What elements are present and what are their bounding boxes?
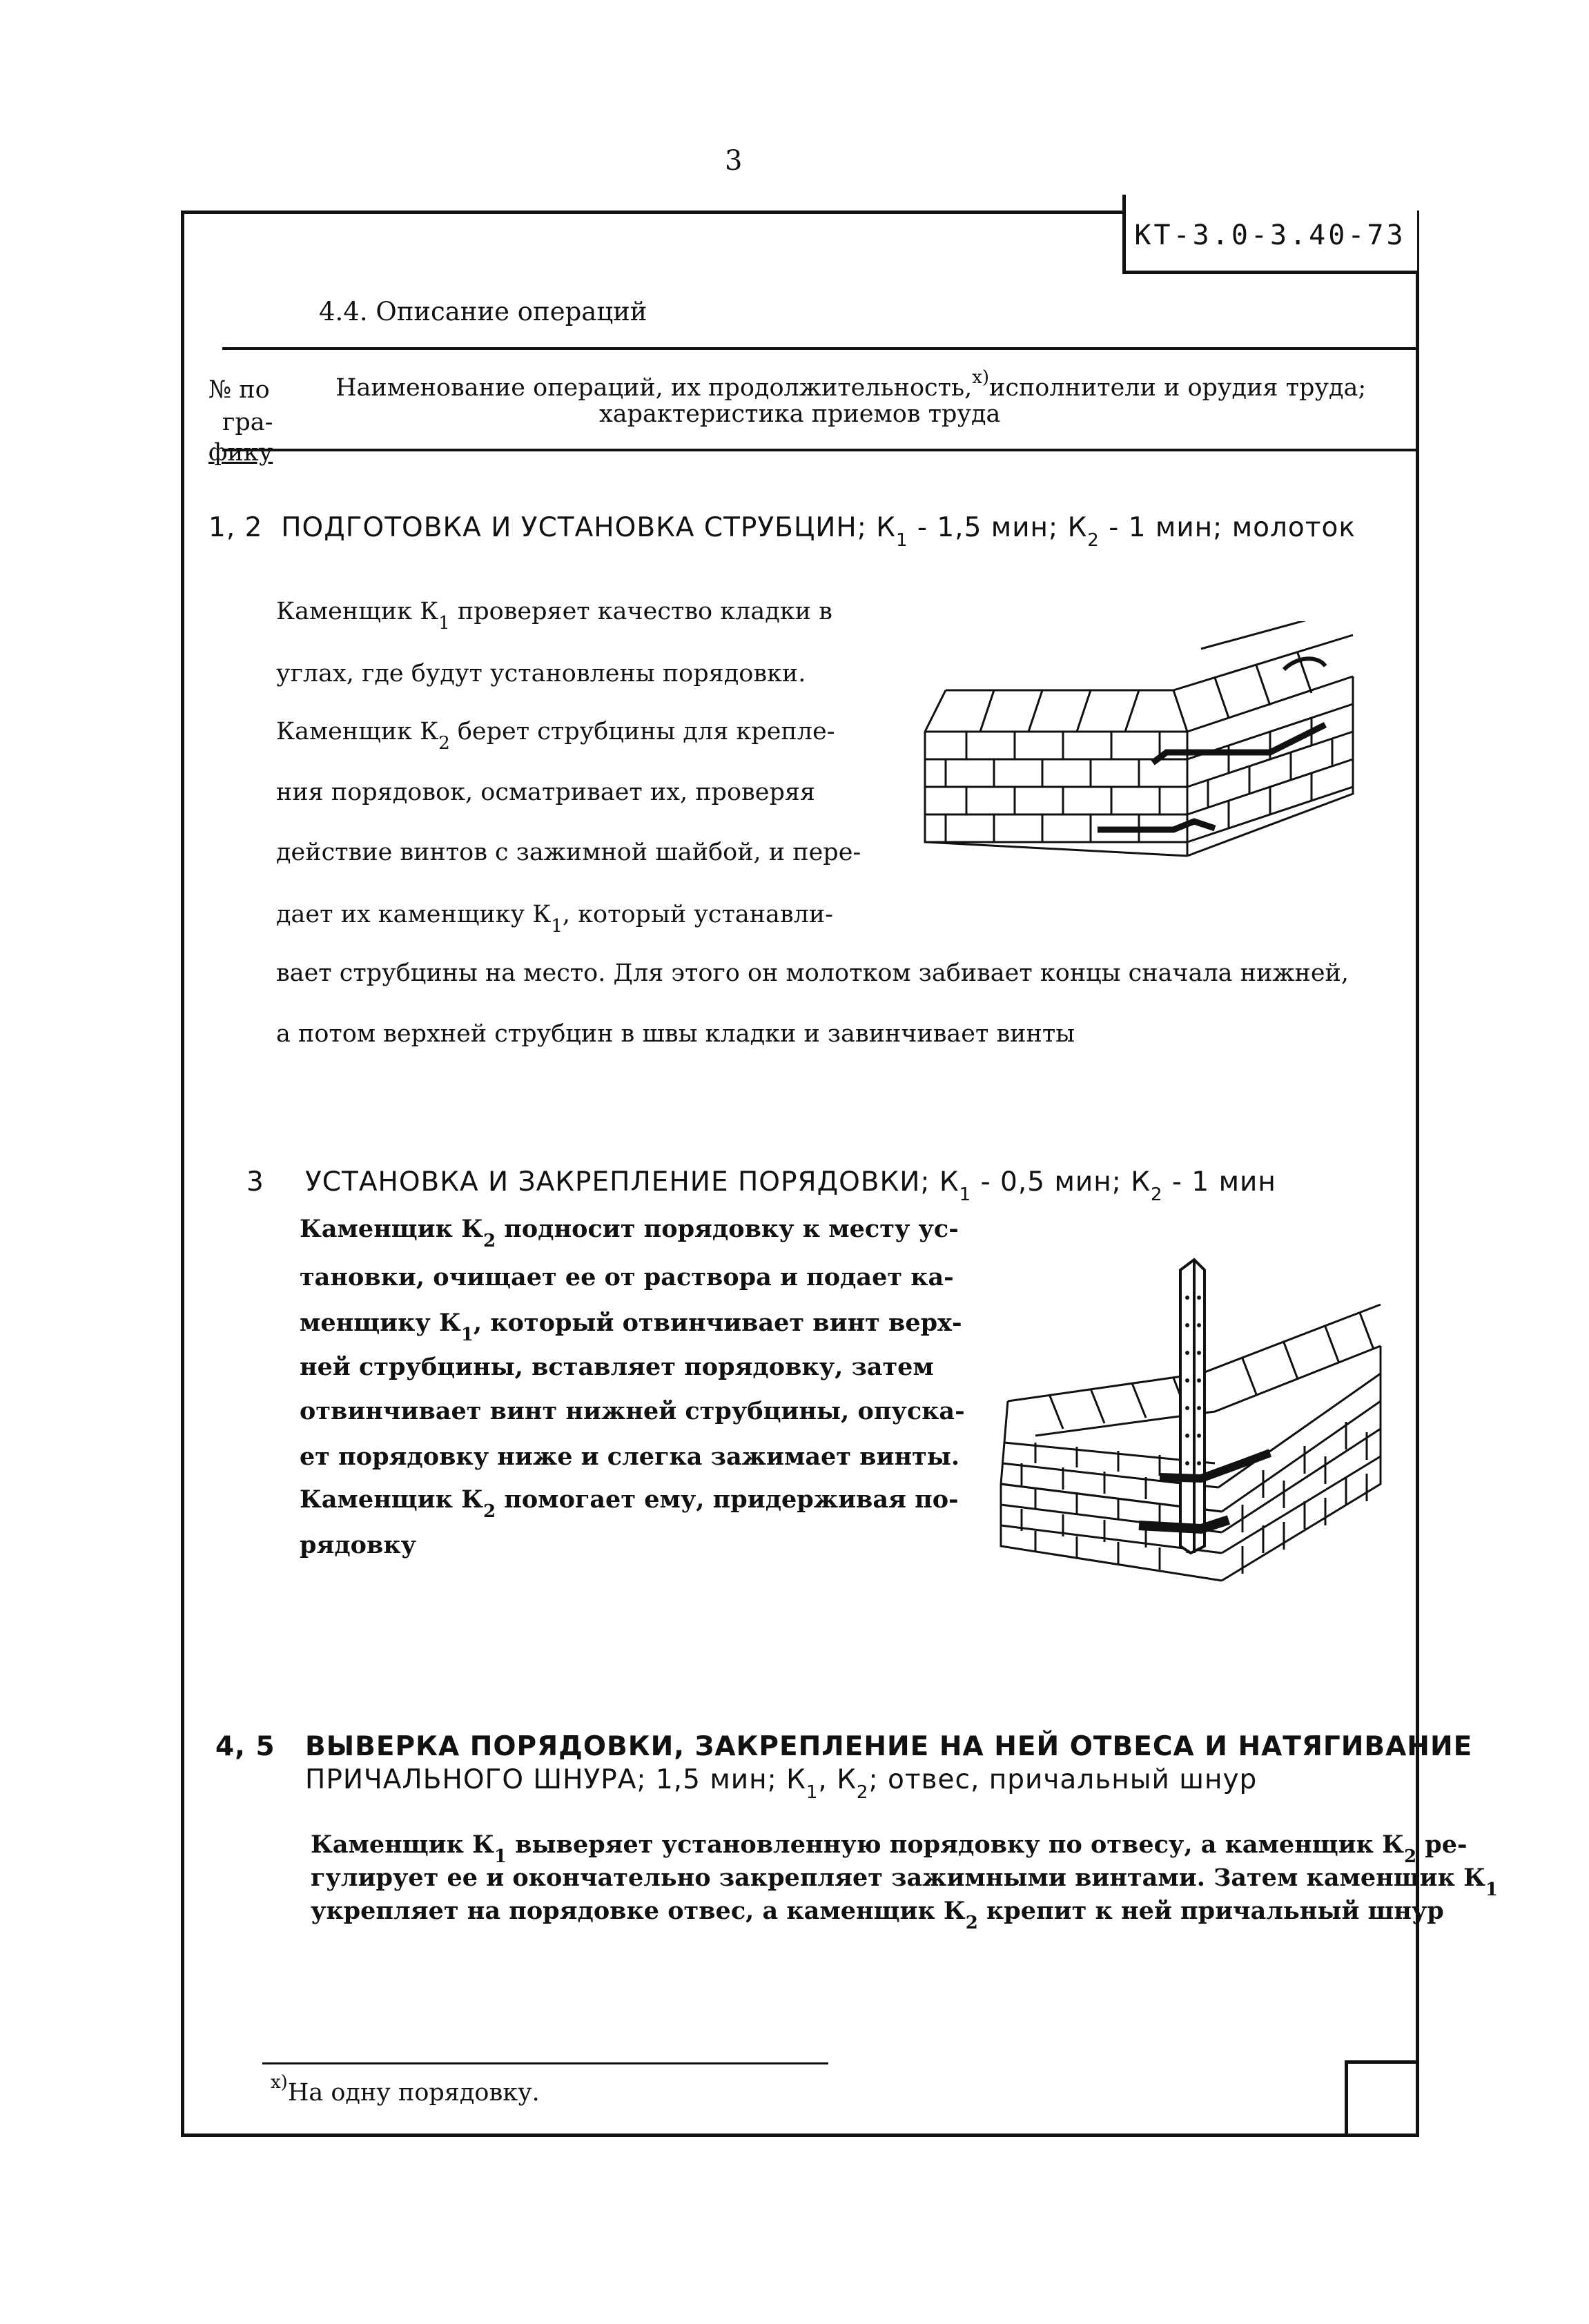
op3-line1: Каменщик $К_1$ выверяет установленную порядовку по отвесу, а каменщик $К_2$ ре- (311, 1830, 1468, 1867)
op3-heading-line2: ПРИЧАЛЬНОГО ШНУРА; 1,5 мин; $К_1$, $К_2$; отвес, причальный шнур (305, 1764, 1258, 1803)
header-bottom-rule (222, 449, 1416, 451)
op1-heading: 1, 2 ПОДГОТОВКА И УСТАНОВКА СТРУБЦИН; $К_1 - 1,5$ мин; $К_2 - 1$ мин; молоток (208, 512, 1356, 551)
header-col1-line1: № по (208, 376, 270, 404)
op1-line3: Каменщик $К_2$ берет струбцины для крепле- (276, 718, 835, 754)
batten-corner-illustration (994, 1256, 1408, 1588)
op2-number: 3 (246, 1166, 264, 1198)
op3-line2: гулирует ее и окончательно закрепляет зажимными винтами. Затем каменщик $К_1$ (311, 1864, 1499, 1900)
page-number: 3 (725, 145, 743, 177)
op3-heading-line1: ВЫВЕРКА ПОРЯДОВКИ, ЗАКРЕПЛЕНИЕ НА НЕЙ ОТВЕСА И НАТЯГИВАНИЕ (305, 1731, 1473, 1762)
op2-line6: ет порядовку ниже и слегка зажимает винты. (300, 1443, 960, 1471)
doc-code: КТ-3.0-3.40-73 (1134, 219, 1406, 251)
header-col1-line2: гра- (222, 409, 273, 436)
op2-line7: Каменщик $К_2$ помогает ему, придерживая по- (300, 1485, 959, 1522)
op1-line7: вает струбцины на место. Для этого он молотком забивает концы сначала нижней, (276, 959, 1349, 987)
footnote: $^{x)}$На одну порядовку. (271, 2072, 540, 2107)
op1-line5: действие винтов с зажимной шайбой, и пере- (276, 839, 861, 866)
op2-line4: ней струбцины, вставляет порядовку, затем (300, 1353, 934, 1381)
footnote-rule (262, 2062, 828, 2064)
header-top-rule (222, 347, 1416, 350)
op2-line3: менщику $К_1$, который отвинчивает винт верх- (300, 1309, 962, 1345)
op2-line2: тановки, очищает ее от раствора и подает ка- (300, 1263, 954, 1291)
op1-line8: а потом верхней струбцин в швы кладки и завинчивает винты (276, 1020, 1075, 1048)
brick-corner-illustration (897, 621, 1394, 870)
op1-line2: углах, где будут установлены порядовки. (276, 660, 806, 687)
header-col2-line1: Наименование операций, их продолжительность,$^{x)}$исполнители и орудия труда; (335, 367, 1367, 402)
op3-line3: укрепляет на порядовке отвес, а каменщик $К_2$ крепит к ней причальный шнур (311, 1897, 1444, 1933)
header-col1-line3: фику (208, 439, 273, 467)
header-col2-line2: характеристика приемов труда (599, 400, 1001, 428)
op1-line4: ния порядовок, осматривает их, проверяя (276, 779, 816, 806)
op1-line6: дает их каменщику $К_1$, который устанавли- (276, 901, 833, 937)
section-title: 4.4. Описание операций (319, 297, 647, 326)
footer-corner-box (1345, 2060, 1417, 2136)
op2-heading: УСТАНОВКА И ЗАКРЕПЛЕНИЕ ПОРЯДОВКИ; $К_1 - 0,5$ мин; $К_2 - 1$ мин (305, 1166, 1276, 1205)
op1-line1: Каменщик $К_1$ проверяет качество кладки в (276, 598, 832, 634)
op2-line1: Каменщик $К_2$ подносит порядовку к месту ус- (300, 1215, 959, 1251)
op2-line8: рядовку (300, 1531, 417, 1559)
op3-number: 4, 5 (215, 1731, 275, 1762)
op2-line5: отвинчивает винт нижней струбцины, опуска- (300, 1397, 965, 1425)
